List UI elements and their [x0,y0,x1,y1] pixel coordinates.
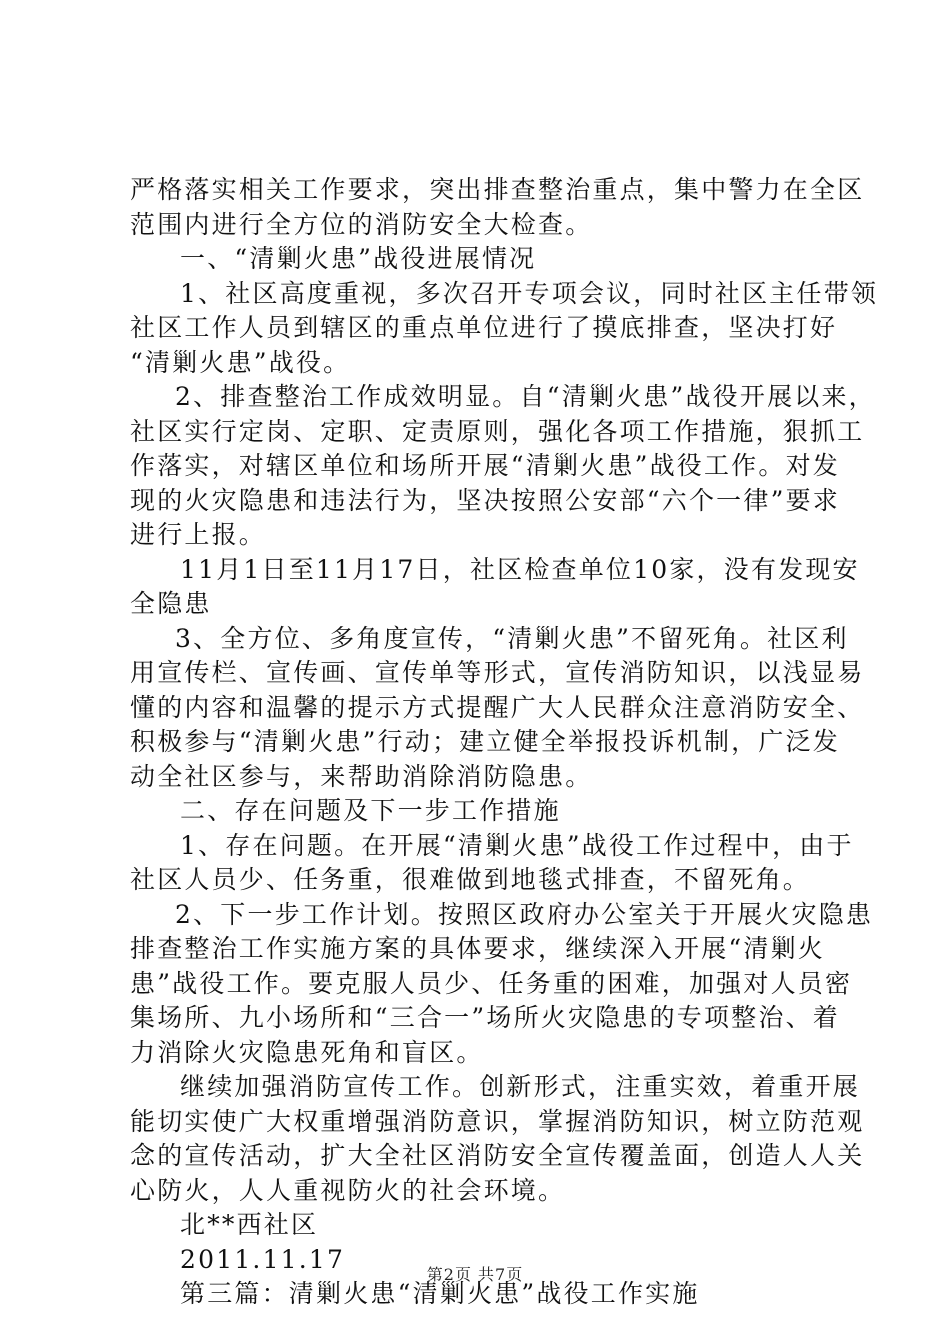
text-line: 1、存在问题。在开展“清剿火患”战役工作过程中，由于 [180,830,854,860]
text-line: 用宣传栏、宣传画、宣传单等形式，宣传消防知识，以浅显易 [130,658,865,687]
text-line: 2、下一步工作计划。按照区政府办公室关于开展火灾隐患 [175,899,874,929]
text-line: 排查整治工作实施方案的具体要求，继续深入开展“清剿火 [130,934,825,963]
document-body [130,173,879,1312]
signature-date: 2011.11.17 [180,1244,346,1274]
text-line: 患”战役工作。要克服人员少、任务重的困难，加强对人员密 [130,968,853,998]
section-heading: 一、“清剿火患”战役进展情况 [180,244,537,273]
text-line: 社区工作人员到辖区的重点单位进行了摸底排查，坚决打好 [130,313,838,342]
text-line: 现的火灾隐患和违法行为，坚决按照公安部“六个一律”要求 [130,485,840,515]
next-section-title: 第三篇：清剿火患“清剿火患”战役工作实施 [180,1279,700,1308]
text-line: 社区实行定岗、定职、定责原则，强化各项工作措施，狠抓工 [130,416,865,446]
text-line: 范围内进行全方位的消防安全大检查。 [130,209,593,239]
text-line: 2、排查整治工作成效明显。自“清剿火患”战役开展以来， [175,382,876,411]
text-line: 1、社区高度重视，多次召开专项会议，同时社区主任带领 [180,278,879,308]
section-heading: 二、存在问题及下一步工作措施 [180,796,561,825]
text-line: 进行上报。 [130,520,267,549]
text-line: 3、全方位、多角度宣传，“清剿火患”不留死角。社区利 [175,623,849,653]
text-line: 能切实使广大权重增强消防意识，掌握消防知识，树立防范观 [130,1106,865,1136]
text-line: 积极参与“清剿火患”行动；建立健全举报投诉机制，广泛发 [130,727,840,756]
signature-organization: 北**西社区 [180,1210,319,1239]
text-line: 动全社区参与，来帮助消除消防隐患。 [130,761,593,791]
text-line: 11月1日至11月17日，社区检查单位10家，没有发现安 [180,554,860,584]
text-line: 全隐患 [130,589,212,618]
text-line: “清剿火患”战役。 [130,347,351,377]
text-line: 作落实，对辖区单位和场所开展“清剿火患”战役工作。对发 [130,451,840,480]
page-number-footer: 第2页 共7页 [426,1265,524,1284]
text-line: 心防火，人人重视防火的社会环境。 [130,1175,566,1205]
text-line: 继续加强消防宣传工作。创新形式，注重实效，着重开展 [180,1072,861,1101]
text-line: 社区人员少、任务重，很难做到地毯式排查，不留死角。 [130,865,811,894]
text-line: 念的宣传活动，扩大全社区消防安全宣传覆盖面，创造人人关 [130,1141,865,1170]
text-line: 懂的内容和温馨的提示方式提醒广大人民群众注意消防安全、 [130,692,865,722]
text-line: 严格落实相关工作要求，突出排查整治重点，集中警力在全区 [130,175,865,204]
text-line: 集场所、九小场所和“三合一”场所火灾隐患的专项整治、着 [130,1003,840,1032]
text-line: 力消除火灾隐患死角和盲区。 [130,1037,484,1067]
